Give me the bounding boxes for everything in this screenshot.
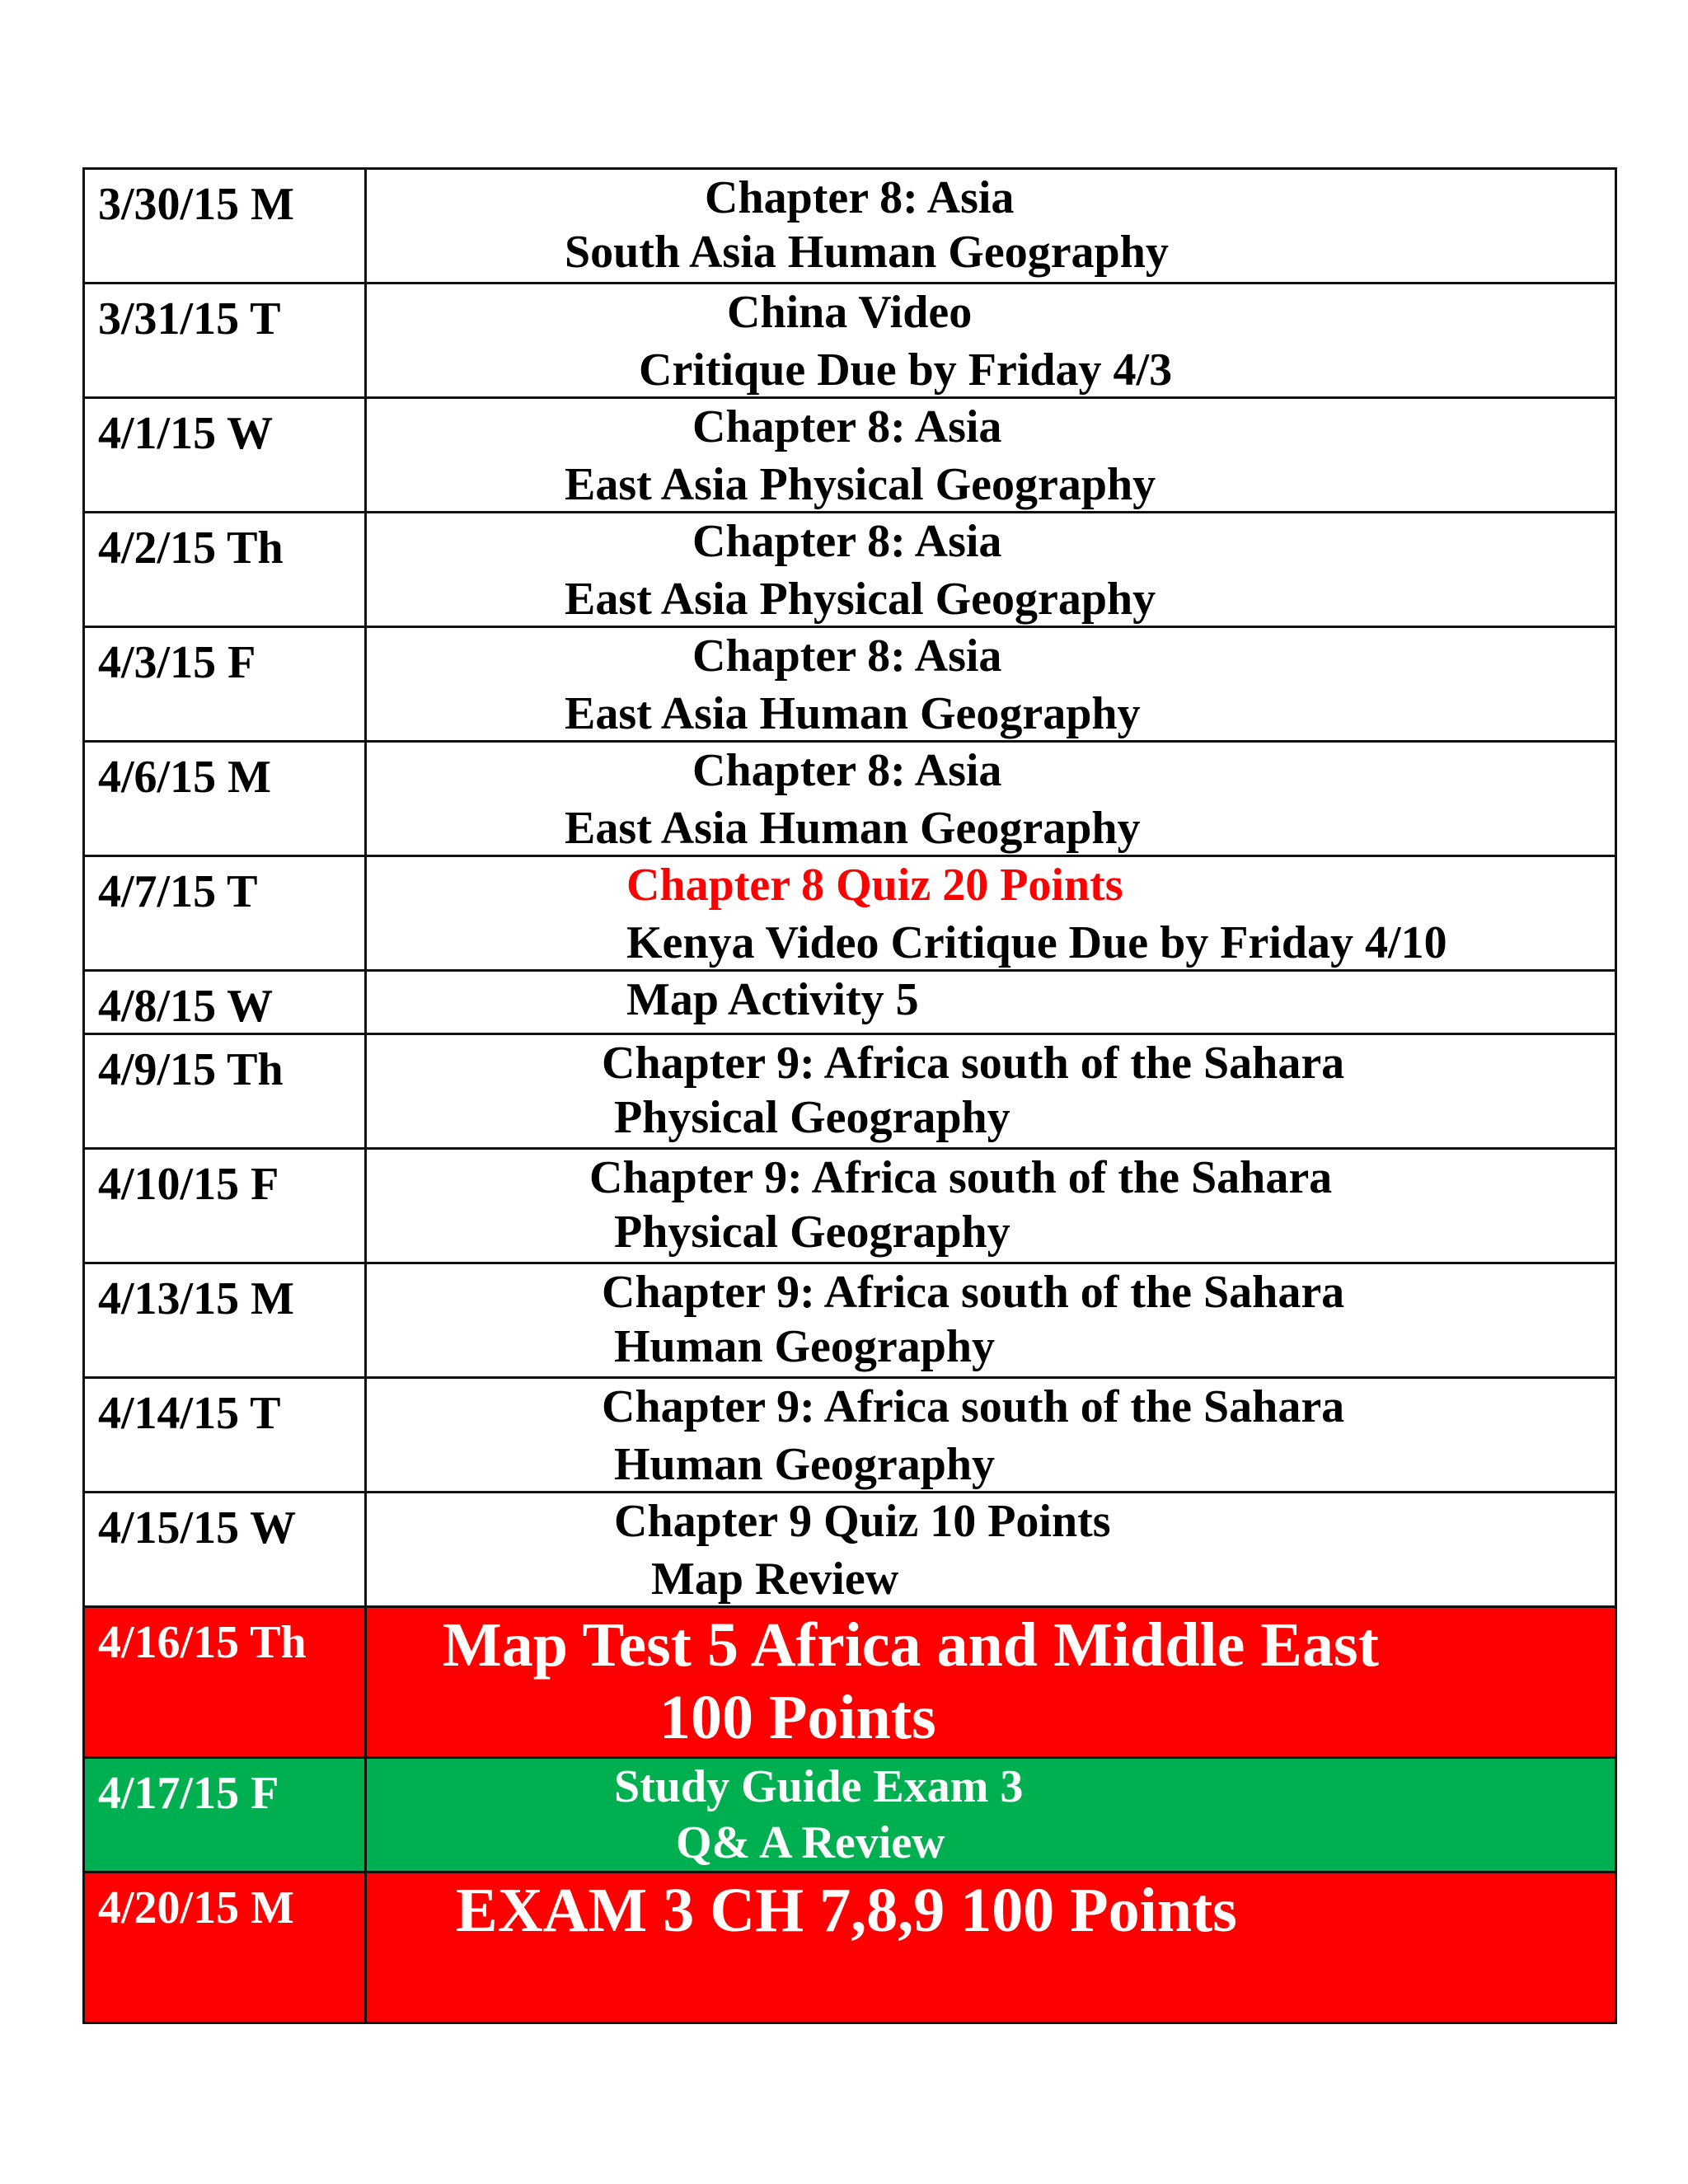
row-description — [366, 1493, 1616, 1607]
row-date: 4/15/15 W — [84, 1493, 366, 1607]
row-line: Study Guide Exam 3 — [614, 1761, 1024, 1812]
row-description — [366, 1149, 1616, 1263]
row-line: East Asia Human Geography — [565, 688, 1141, 739]
schedule-row — [84, 284, 1616, 398]
row-line: 100 Points — [659, 1683, 936, 1752]
row-date: 4/1/15 W — [84, 398, 366, 513]
row-description — [366, 1758, 1616, 1872]
schedule-row — [84, 856, 1616, 971]
schedule-row — [84, 1034, 1616, 1149]
row-date: 3/30/15 M — [84, 169, 366, 284]
schedule-table — [82, 167, 1617, 2024]
row-date: 4/2/15 Th — [84, 513, 366, 627]
row-date: 4/14/15 T — [84, 1378, 366, 1493]
schedule-row-study-guide — [84, 1758, 1616, 1872]
row-date: 3/31/15 T — [84, 284, 366, 398]
row-line: Q& A Review — [676, 1817, 945, 1868]
schedule-row — [84, 1263, 1616, 1378]
row-date: 4/8/15 W — [84, 971, 366, 1034]
schedule-row — [84, 169, 1616, 284]
row-line: Chapter 8: Asia — [692, 745, 1002, 796]
schedule-row — [84, 1493, 1616, 1607]
schedule-row — [84, 398, 1616, 513]
row-line: Chapter 9: Africa south of the Sahara — [602, 1267, 1345, 1318]
row-line: Chapter 8: Asia — [705, 172, 1015, 223]
row-line: China Video — [727, 287, 973, 338]
row-line: Chapter 9: Africa south of the Sahara — [589, 1152, 1333, 1203]
row-line: Kenya Video Critique Due by Friday 4/10 — [626, 917, 1447, 968]
quiz-highlight-line: Chapter 8 Quiz 20 Points — [626, 860, 1123, 911]
row-date: 4/10/15 F — [84, 1149, 366, 1263]
row-description — [366, 971, 1616, 1034]
row-date: 4/3/15 F — [84, 627, 366, 742]
schedule-row — [84, 1149, 1616, 1263]
row-line: Chapter 9: Africa south of the Sahara — [602, 1038, 1345, 1089]
row-line: Physical Geography — [614, 1207, 1010, 1258]
row-line: Human Geography — [614, 1439, 996, 1490]
row-description — [366, 284, 1616, 398]
row-description — [366, 627, 1616, 742]
row-date: 4/13/15 M — [84, 1263, 366, 1378]
row-description — [366, 513, 1616, 627]
row-line: Chapter 8: Asia — [692, 516, 1002, 567]
row-line: Chapter 9 Quiz 10 Points — [614, 1496, 1111, 1547]
schedule-row — [84, 513, 1616, 627]
row-line: Map Activity 5 — [626, 974, 919, 1025]
schedule-row — [84, 971, 1616, 1034]
row-line: EXAM 3 CH 7,8,9 100 Points — [456, 1876, 1237, 1945]
row-date: 4/6/15 M — [84, 742, 366, 856]
row-line: East Asia Physical Geography — [565, 459, 1156, 510]
row-line: South Asia Human Geography — [565, 227, 1169, 278]
schedule-row-exam — [84, 1872, 1616, 2023]
schedule-row — [84, 627, 1616, 742]
row-description — [366, 1607, 1616, 1758]
row-description — [366, 1872, 1616, 2023]
row-line: Chapter 8: Asia — [692, 630, 1002, 682]
row-description — [366, 856, 1616, 971]
row-line: Physical Geography — [614, 1092, 1010, 1143]
row-line: Chapter 8: Asia — [692, 401, 1002, 452]
schedule-row-map-test — [84, 1607, 1616, 1758]
row-description — [366, 1034, 1616, 1149]
row-description — [366, 1263, 1616, 1378]
row-line: Critique Due by Friday 4/3 — [639, 344, 1173, 396]
row-description — [366, 398, 1616, 513]
row-line: East Asia Human Geography — [565, 803, 1141, 854]
schedule-row — [84, 1378, 1616, 1493]
row-date: 4/20/15 M — [84, 1872, 366, 2023]
row-line: Chapter 9: Africa south of the Sahara — [602, 1381, 1345, 1432]
row-line: Map Test 5 Africa and Middle East — [443, 1610, 1379, 1680]
row-description — [366, 1378, 1616, 1493]
row-description — [366, 169, 1616, 284]
row-date: 4/16/15 Th — [84, 1607, 366, 1758]
row-line: Map Review — [651, 1554, 899, 1605]
row-date: 4/7/15 T — [84, 856, 366, 971]
row-line: Human Geography — [614, 1321, 996, 1372]
schedule-row — [84, 742, 1616, 856]
row-line: East Asia Physical Geography — [565, 574, 1156, 625]
row-date: 4/17/15 F — [84, 1758, 366, 1872]
row-date: 4/9/15 Th — [84, 1034, 366, 1149]
row-description — [366, 742, 1616, 856]
